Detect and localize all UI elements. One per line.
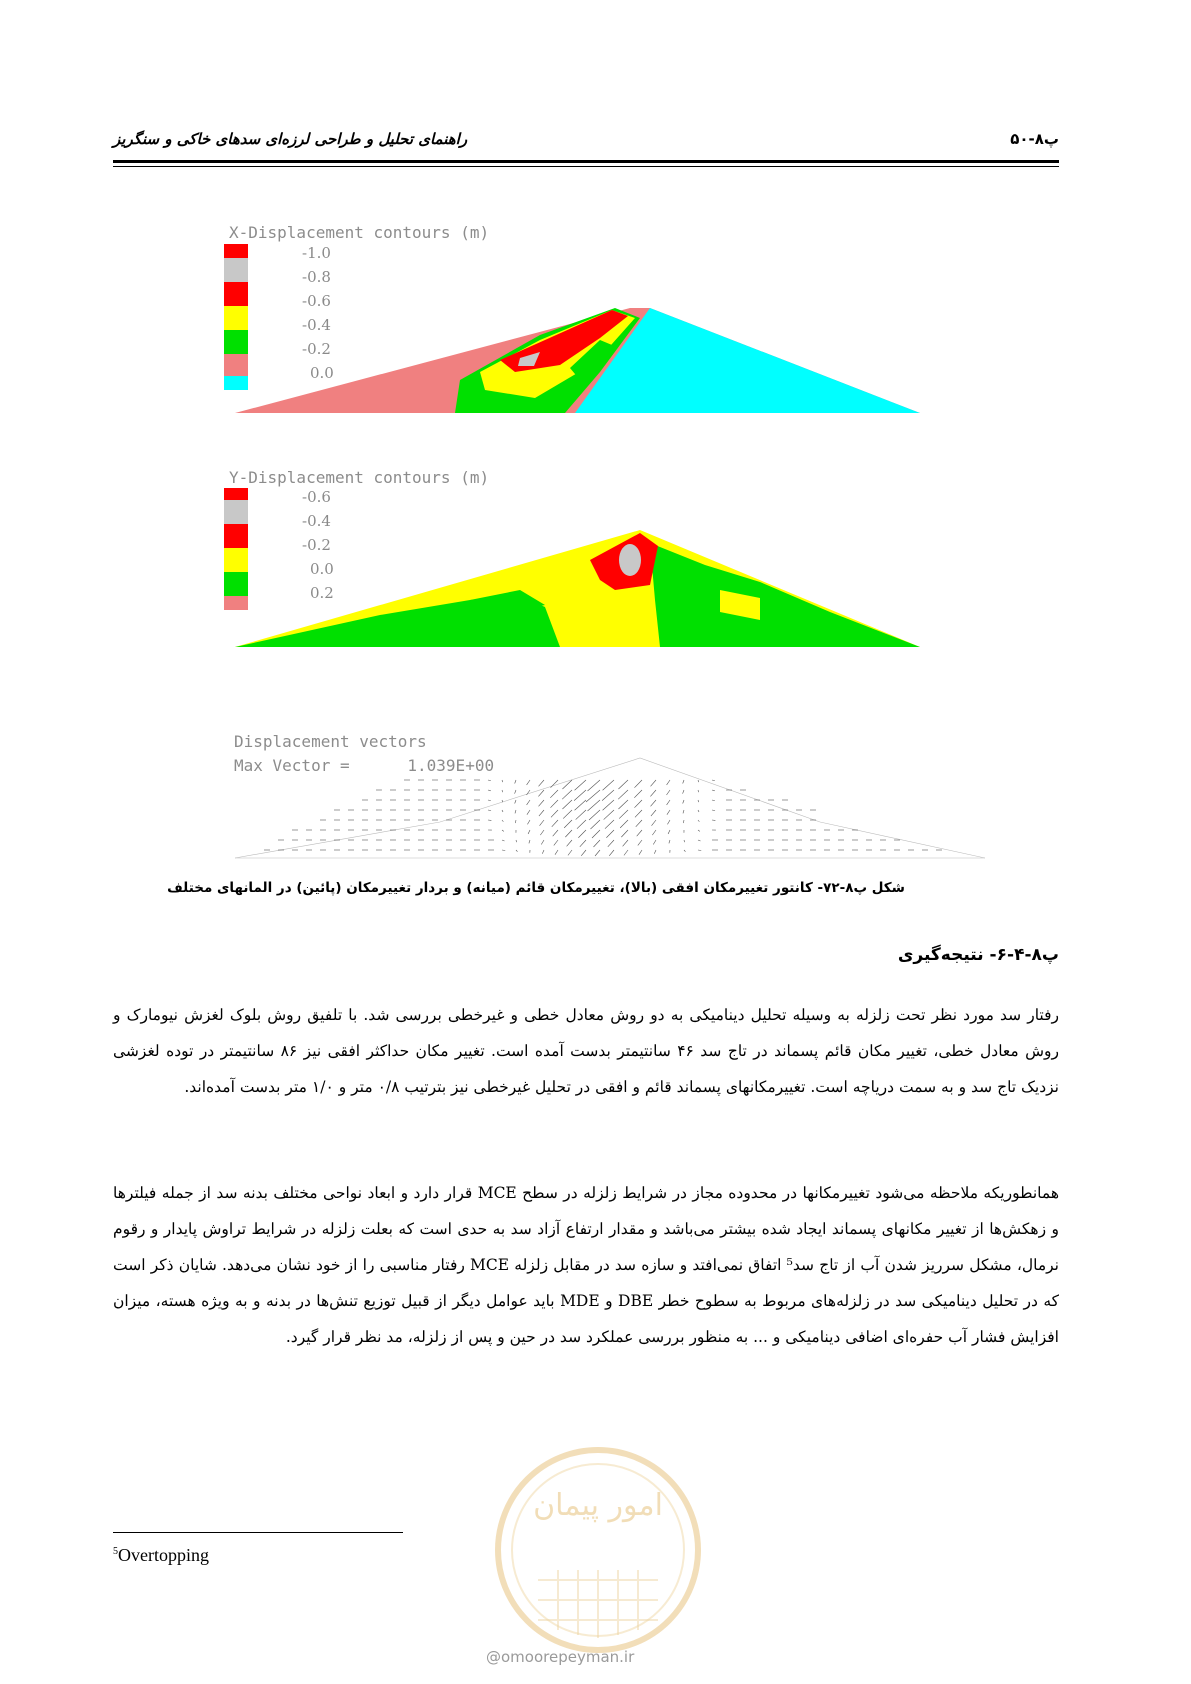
footnote-number: 5 — [113, 1546, 118, 1557]
vector-arrow — [563, 810, 572, 819]
vector-arrow — [698, 800, 699, 802]
vector-arrow — [502, 830, 504, 831]
vector-arrow — [539, 800, 544, 806]
watermark-logo — [478, 1440, 718, 1660]
watermark-site: @omoorepeyman.ir — [486, 1648, 635, 1666]
y-legend-label: -0.4 — [302, 512, 331, 530]
vector-arrow — [527, 820, 530, 824]
vector-arrow — [654, 850, 656, 854]
vector-arrow — [604, 810, 614, 820]
x-legend-label: -0.6 — [302, 292, 331, 310]
vector-arrow — [683, 800, 684, 804]
vector-arrow — [529, 840, 530, 843]
vector-arrow — [653, 840, 656, 844]
vector-arrow — [554, 840, 558, 845]
vector-arrow — [652, 830, 656, 835]
footnote-rule — [113, 1532, 403, 1533]
vector-arrow — [502, 850, 505, 851]
vector-arrow — [588, 780, 601, 791]
vector-arrow — [602, 790, 614, 801]
vector-arrow — [577, 820, 586, 829]
vector-arrow — [502, 840, 505, 841]
vector-arrow — [550, 790, 558, 798]
vector-arrow — [698, 830, 700, 831]
vector-arrow — [592, 830, 600, 838]
vector-arrow — [488, 790, 491, 791]
vector-arrow — [562, 790, 572, 799]
vector-arrow — [683, 810, 684, 813]
vector-max: Max Vector = 1.039E+00 — [234, 756, 495, 775]
vector-arrow — [651, 800, 656, 806]
vector-arrow — [603, 780, 614, 790]
vector-arrow — [667, 790, 671, 795]
x-legend-label: -0.8 — [302, 268, 331, 286]
vector-arrow — [698, 840, 701, 841]
vector-arrow — [651, 810, 656, 816]
book-title: راهنمای تحلیل و طراحی لرزه‌ای سدهای خاکی و سنگریز — [113, 130, 468, 148]
vector-arrow — [527, 780, 530, 785]
vector-arrow — [667, 780, 670, 785]
watermark-logo-text: امور پیمان — [533, 1488, 663, 1523]
vector-arrow — [541, 840, 544, 844]
paragraph-2: همانطوریکه ملاحظه می‌شود تغییرمکانها در محدوده مجاز در شرایط زلزله در سطح MCE قرار دارد و ابعاد نواحی مختلف بدنه سد از جمله فیلترها و زهکش‌ها از تغییر مکانهای پسماند ایجاد شده بیشتر می‌باشد و مقدار ارتفاع آزاد سد به حدی است که بعلت زلزله در شرایط تراوش پایدار و رقوم نرمال، مشکل سرریز شدن آب از تاج سد⁵ اتفاق نمی‌افتد و سازه سد در مقابل زلزله MCE رفتار مناسبی را از خود نشان می‌دهد. شایان ذکر است که در تحلیل دینامیکی سد در زلزله‌های مربوط به سطوح خطر DBE و MDE باید عوامل دیگر از قبیل توزیع تنش‌ها در بدنه و به ویژه هسته، میزان افزایش فشار آب حفره‌ای اضافی دینامیکی و ... به منظور بررسی عملکرد سد در حین و پس از زلزله، مد نظر قرار گیرد. — [113, 1184, 1060, 1346]
vector-arrow — [488, 810, 491, 811]
vector-arrow — [591, 820, 601, 829]
vector-arrow — [555, 850, 558, 855]
vector-arrow — [586, 790, 600, 802]
section-heading: پ۸-۴-۶- نتیجه‌گیری — [897, 945, 1059, 965]
vector-arrow — [576, 810, 586, 820]
vector-arrow — [550, 800, 558, 808]
vector-arrow — [684, 840, 685, 842]
vector-arrow — [698, 820, 699, 822]
vector-arrow — [619, 810, 628, 819]
x-legend-label: -0.2 — [302, 340, 331, 358]
vector-arrow — [528, 830, 530, 834]
vector-arrow — [515, 800, 516, 804]
displacement-vectors — [235, 758, 985, 858]
vector-arrow — [502, 780, 503, 782]
footnote — [113, 1545, 209, 1566]
vector-arrow — [580, 840, 586, 847]
vector-arrow — [638, 840, 642, 845]
vector-arrow — [589, 810, 600, 820]
vector-arrow — [515, 780, 516, 784]
vector-arrow — [564, 820, 572, 828]
vector-arrow — [712, 780, 715, 781]
vector-arrow — [698, 810, 699, 812]
x-legend-label: -0.4 — [302, 316, 331, 334]
vector-arrow — [568, 850, 572, 855]
vector-arrow — [540, 830, 544, 835]
vector-arrow — [515, 790, 516, 794]
vector-arrow — [669, 840, 670, 843]
y-legend-label: -0.2 — [302, 536, 331, 554]
vector-arrow — [574, 790, 586, 801]
vector-arrow — [606, 830, 614, 838]
vector-arrow — [698, 780, 699, 782]
vector-arrow — [623, 840, 628, 846]
vector-arrow — [562, 800, 572, 809]
vector-arrow — [488, 800, 491, 801]
vector-arrow — [650, 790, 656, 796]
vector-arrow — [683, 780, 684, 784]
vector-arrow — [550, 780, 558, 788]
vector-arrow — [684, 850, 685, 852]
y-gray-zone — [619, 544, 641, 576]
x-displacement-dam — [235, 308, 920, 413]
vector-arrow — [605, 820, 614, 829]
vector-arrow — [594, 840, 601, 847]
vector-arrow — [578, 830, 586, 838]
vector-arrow — [624, 850, 628, 855]
vector-arrow — [609, 850, 614, 856]
x-contour-title: X-Displacement contours (m) — [229, 223, 490, 242]
vector-arrow — [618, 790, 628, 799]
x-legend-label: -1.0 — [302, 244, 331, 262]
vector-arrow — [502, 810, 503, 812]
vector-arrow — [712, 790, 715, 791]
y-legend-label: -0.6 — [302, 488, 331, 506]
vector-arrow — [712, 810, 715, 811]
vector-arrow — [575, 800, 586, 810]
vector-arrow — [634, 800, 642, 808]
vector-arrow — [565, 830, 572, 837]
vector-arrow — [539, 810, 544, 816]
vector-arrow — [635, 810, 642, 817]
figure-caption: شکل پ۸-۷۲- کانتور تغییرمکان افقی (بالا)، تغییرمکان قائم (میانه) و بردار تغییرمکان (پائین) در المانهای مختلف — [167, 880, 905, 896]
vector-arrow — [516, 840, 517, 842]
paragraph-1: رفتار سد مورد نظر تحت زلزله به وسیله تحلیل دینامیکی به دو روش معادل خطی و غیرخطی بررسی شد. با تلفیق روش بلوک لغزش نیومارک و روش معادل خطی، تغییر مکان قائم پسماند در تاج سد ۴۶ سانتیمتر بدست آمده است. تغییر مکان حداکثر افقی نیز ۸۶ سانتیمتر در توده لغزشی نزدیک تاج سد و به سمت دریاچه است. تغییرمکانهای پسماند قائم و افقی در تحلیل غیرخطی نیز بترتیب ۰/۸ متر و ۱/۰ متر بدست آمده‌اند. — [113, 1006, 1060, 1096]
vector-arrow — [527, 810, 530, 815]
vector-arrow — [620, 820, 628, 828]
vector-title: Displacement vectors — [234, 732, 427, 751]
vector-arrow — [515, 810, 516, 813]
vector-arrow — [567, 840, 572, 846]
vector-arrow — [618, 800, 628, 809]
x-legend-label: 0.0 — [310, 364, 334, 382]
vector-arrow — [634, 790, 642, 798]
vector-arrow — [651, 780, 656, 786]
vector-arrow — [488, 780, 491, 781]
vector-arrow — [636, 820, 642, 827]
vector-arrow — [668, 830, 670, 834]
vector-arrow — [639, 850, 642, 855]
vector-arrow — [553, 830, 558, 836]
vector-arrow — [527, 790, 531, 795]
vector-arrow — [502, 820, 503, 822]
y-displacement-dam — [235, 530, 920, 647]
y-legend-label: 0.2 — [310, 584, 334, 602]
vector-arrow — [588, 800, 601, 811]
vector-arrow — [502, 790, 503, 792]
vector-arrow — [542, 850, 544, 854]
vector-arrow — [667, 800, 670, 805]
page-number: پ۸-۵۰ — [1010, 130, 1059, 148]
vector-arrow — [683, 820, 684, 823]
vector-arrow — [667, 820, 670, 824]
vector-arrow — [539, 780, 544, 786]
vector-arrow — [698, 790, 699, 792]
vector-arrow — [552, 820, 558, 827]
vector-arrow — [540, 820, 544, 826]
vector-arrow — [527, 800, 530, 805]
vector-arrow — [652, 820, 656, 826]
vector-arrow — [603, 800, 614, 810]
vector-arrow — [634, 780, 642, 788]
vector-arrow — [595, 850, 600, 856]
vector-arrow — [608, 840, 614, 847]
vector-arrow — [683, 790, 684, 794]
vector-arrow — [538, 790, 544, 796]
vector-arrow — [637, 830, 642, 836]
vector-arrow — [551, 810, 558, 817]
vector-arrow — [515, 820, 516, 823]
vector-arrow — [516, 850, 517, 852]
vector-arrow — [698, 850, 701, 851]
vector-arrow — [667, 810, 670, 815]
vector-arrow — [712, 800, 715, 801]
footnote-text: Overtopping — [118, 1545, 209, 1565]
vector-arrow — [621, 830, 628, 837]
y-contour-title: Y-Displacement contours (m) — [229, 468, 490, 487]
vector-arrow — [581, 850, 586, 856]
y-legend-label: 0.0 — [310, 560, 334, 578]
vector-arrow — [575, 780, 586, 790]
vector-arrows — [264, 780, 942, 856]
vector-arrow — [618, 780, 628, 789]
